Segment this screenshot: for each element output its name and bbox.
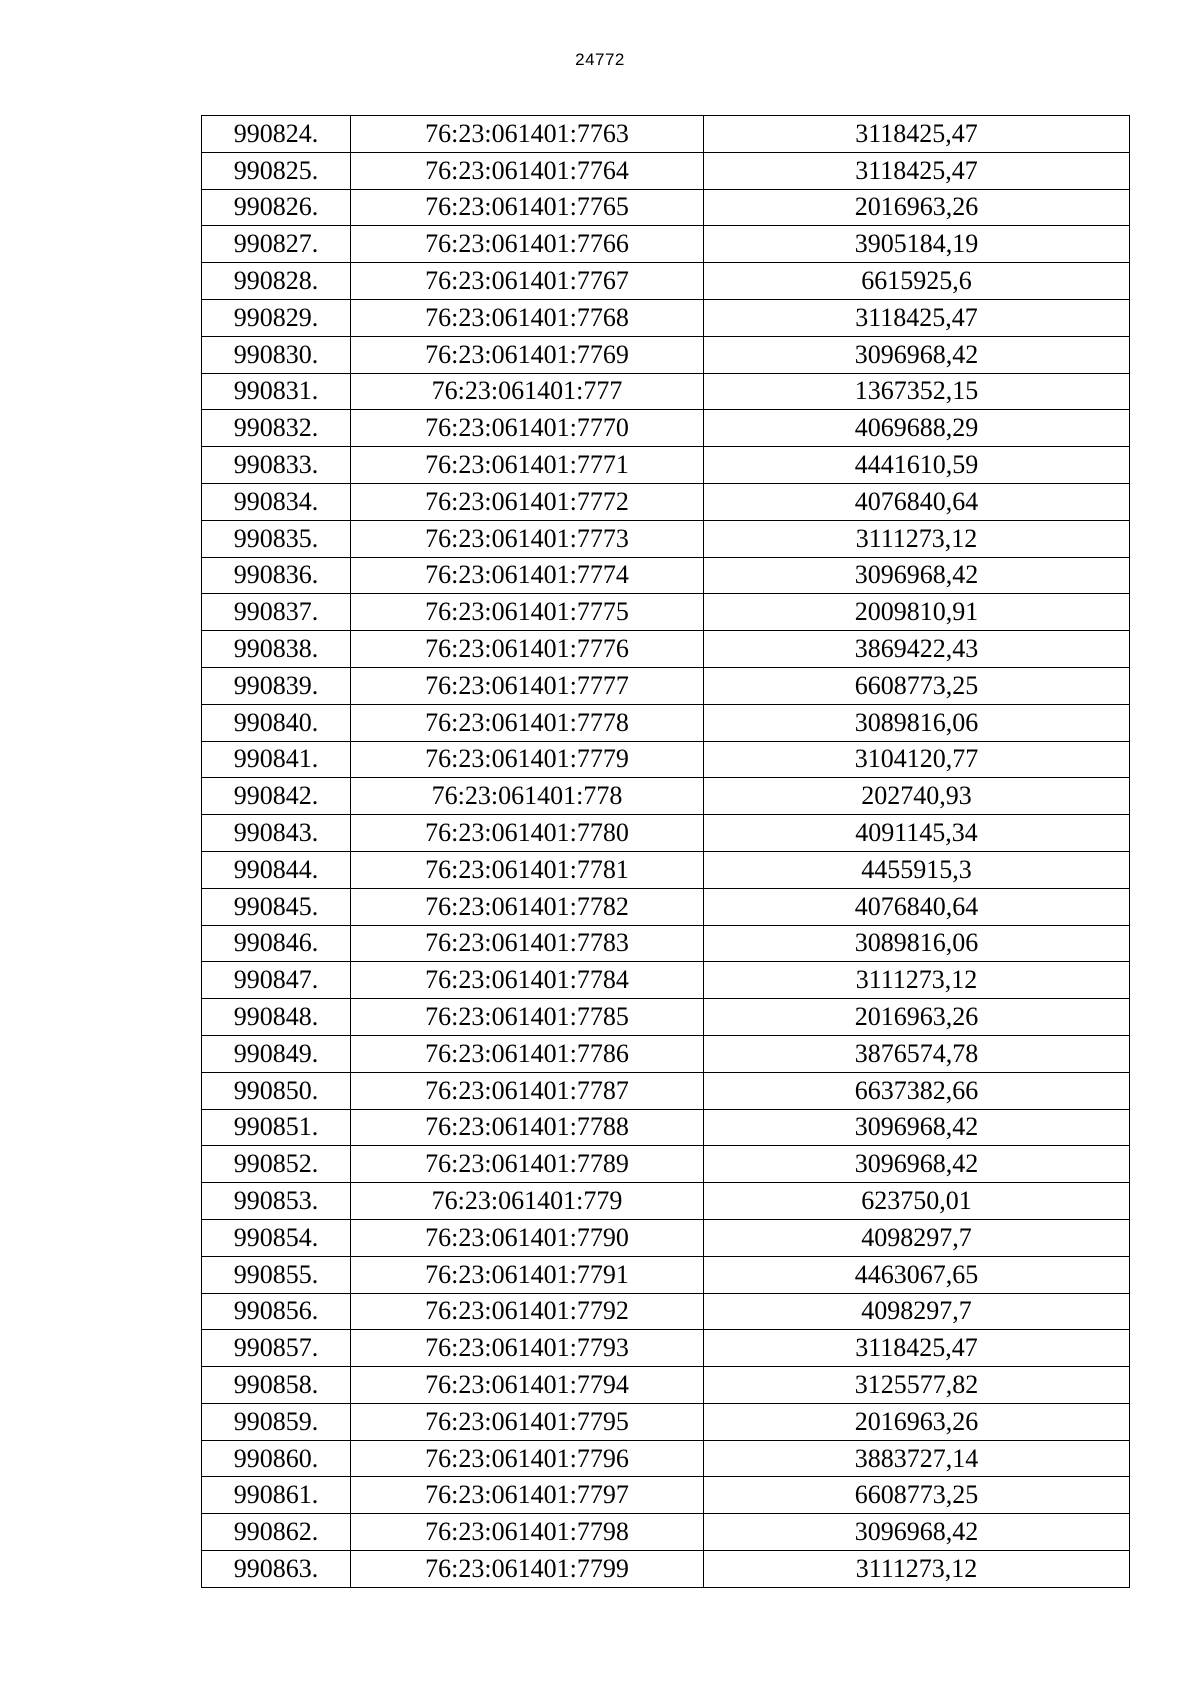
- cadastral-value-cell: 2009810,91: [704, 594, 1130, 631]
- cadastral-number-cell: 76:23:061401:7768: [351, 299, 704, 336]
- row-number-cell: 990861.: [202, 1477, 351, 1514]
- cadastral-value-cell: 3111273,12: [704, 962, 1130, 999]
- cadastral-number-cell: 76:23:061401:7771: [351, 447, 704, 484]
- cadastral-value-cell: 3869422,43: [704, 631, 1130, 668]
- cadastral-value-cell: 1367352,15: [704, 373, 1130, 410]
- cadastral-value-cell: 3089816,06: [704, 925, 1130, 962]
- table-row: [202, 1293, 1130, 1330]
- cadastral-number-cell: 76:23:061401:7778: [351, 704, 704, 741]
- cadastral-value-cell: 3125577,82: [704, 1367, 1130, 1404]
- cadastral-number-cell: 76:23:061401:7783: [351, 925, 704, 962]
- table-row: [202, 594, 1130, 631]
- table-row: [202, 704, 1130, 741]
- table-row: [202, 962, 1130, 999]
- table-row: [202, 263, 1130, 300]
- cadastral-value-cell: 3876574,78: [704, 1035, 1130, 1072]
- table-row: [202, 189, 1130, 226]
- cadastral-number-cell: 76:23:061401:7781: [351, 851, 704, 888]
- cadastral-number-cell: 76:23:061401:7782: [351, 888, 704, 925]
- cadastral-number-cell: 76:23:061401:7776: [351, 631, 704, 668]
- cadastral-number-cell: 76:23:061401:7777: [351, 667, 704, 704]
- table-row: [202, 631, 1130, 668]
- row-number-cell: 990841.: [202, 741, 351, 778]
- row-number-cell: 990836.: [202, 557, 351, 594]
- row-number-cell: 990860.: [202, 1440, 351, 1477]
- table-row: [202, 999, 1130, 1036]
- table-row: [202, 741, 1130, 778]
- cadastral-number-cell: 76:23:061401:7794: [351, 1367, 704, 1404]
- cadastral-number-cell: 76:23:061401:7763: [351, 116, 704, 153]
- cadastral-number-cell: 76:23:061401:778: [351, 778, 704, 815]
- row-number-cell: 990842.: [202, 778, 351, 815]
- cadastral-number-cell: 76:23:061401:7791: [351, 1256, 704, 1293]
- row-number-cell: 990854.: [202, 1219, 351, 1256]
- table-row: [202, 152, 1130, 189]
- cadastral-value-cell: 3096968,42: [704, 1109, 1130, 1146]
- table-row: [202, 888, 1130, 925]
- row-number-cell: 990852.: [202, 1146, 351, 1183]
- cadastral-value-cell: 4463067,65: [704, 1256, 1130, 1293]
- cadastral-number-cell: 76:23:061401:7785: [351, 999, 704, 1036]
- cadastral-value-table: [201, 115, 1130, 1588]
- row-number-cell: 990828.: [202, 263, 351, 300]
- cadastral-number-cell: 76:23:061401:7769: [351, 336, 704, 373]
- cadastral-value-cell: 4091145,34: [704, 815, 1130, 852]
- row-number-cell: 990829.: [202, 299, 351, 336]
- table-row: [202, 1551, 1130, 1588]
- table-row: [202, 1183, 1130, 1220]
- cadastral-value-cell: 3118425,47: [704, 1330, 1130, 1367]
- table-row: [202, 336, 1130, 373]
- cadastral-number-cell: 76:23:061401:7775: [351, 594, 704, 631]
- cadastral-number-cell: 76:23:061401:7787: [351, 1072, 704, 1109]
- row-number-cell: 990859.: [202, 1403, 351, 1440]
- table-row: [202, 1146, 1130, 1183]
- row-number-cell: 990848.: [202, 999, 351, 1036]
- row-number-cell: 990847.: [202, 962, 351, 999]
- table-row: [202, 410, 1130, 447]
- cadastral-number-cell: 76:23:061401:7773: [351, 520, 704, 557]
- table-row: [202, 1072, 1130, 1109]
- cadastral-value-cell: 3118425,47: [704, 299, 1130, 336]
- row-number-cell: 990855.: [202, 1256, 351, 1293]
- cadastral-number-cell: 76:23:061401:7792: [351, 1293, 704, 1330]
- cadastral-number-cell: 76:23:061401:7764: [351, 152, 704, 189]
- cadastral-value-cell: 6615925,6: [704, 263, 1130, 300]
- cadastral-number-cell: 76:23:061401:777: [351, 373, 704, 410]
- row-number-cell: 990839.: [202, 667, 351, 704]
- table-row: [202, 1219, 1130, 1256]
- table-row: [202, 520, 1130, 557]
- cadastral-value-cell: 3118425,47: [704, 152, 1130, 189]
- table-row: [202, 1256, 1130, 1293]
- row-number-cell: 990843.: [202, 815, 351, 852]
- cadastral-value-cell: 4098297,7: [704, 1219, 1130, 1256]
- cadastral-number-cell: 76:23:061401:7784: [351, 962, 704, 999]
- row-number-cell: 990824.: [202, 116, 351, 153]
- row-number-cell: 990858.: [202, 1367, 351, 1404]
- table-row: [202, 1514, 1130, 1551]
- cadastral-value-cell: 3096968,42: [704, 1514, 1130, 1551]
- row-number-cell: 990825.: [202, 152, 351, 189]
- row-number-cell: 990827.: [202, 226, 351, 263]
- cadastral-value-cell: 2016963,26: [704, 189, 1130, 226]
- cadastral-number-cell: 76:23:061401:7795: [351, 1403, 704, 1440]
- cadastral-value-cell: 202740,93: [704, 778, 1130, 815]
- cadastral-value-cell: 623750,01: [704, 1183, 1130, 1220]
- row-number-cell: 990835.: [202, 520, 351, 557]
- cadastral-value-cell: 3883727,14: [704, 1440, 1130, 1477]
- cadastral-value-cell: 3096968,42: [704, 336, 1130, 373]
- cadastral-number-cell: 76:23:061401:7774: [351, 557, 704, 594]
- row-number-cell: 990834.: [202, 483, 351, 520]
- cadastral-number-cell: 76:23:061401:7772: [351, 483, 704, 520]
- cadastral-number-cell: 76:23:061401:7788: [351, 1109, 704, 1146]
- table-row: [202, 226, 1130, 263]
- cadastral-value-cell: 4069688,29: [704, 410, 1130, 447]
- row-number-cell: 990849.: [202, 1035, 351, 1072]
- table-row: [202, 1440, 1130, 1477]
- table-row: [202, 925, 1130, 962]
- cadastral-value-cell: 3089816,06: [704, 704, 1130, 741]
- cadastral-value-cell: 4076840,64: [704, 483, 1130, 520]
- table-row: [202, 299, 1130, 336]
- cadastral-value-cell: 4076840,64: [704, 888, 1130, 925]
- table-body: [202, 116, 1130, 1588]
- cadastral-value-cell: 3905184,19: [704, 226, 1130, 263]
- table-row: [202, 373, 1130, 410]
- cadastral-number-cell: 76:23:061401:7790: [351, 1219, 704, 1256]
- table-row: [202, 815, 1130, 852]
- cadastral-value-cell: 6637382,66: [704, 1072, 1130, 1109]
- table-row: [202, 1035, 1130, 1072]
- row-number-cell: 990837.: [202, 594, 351, 631]
- table-row: [202, 667, 1130, 704]
- row-number-cell: 990851.: [202, 1109, 351, 1146]
- cadastral-number-cell: 76:23:061401:7766: [351, 226, 704, 263]
- row-number-cell: 990862.: [202, 1514, 351, 1551]
- table-row: [202, 1330, 1130, 1367]
- cadastral-number-cell: 76:23:061401:7796: [351, 1440, 704, 1477]
- row-number-cell: 990840.: [202, 704, 351, 741]
- row-number-cell: 990832.: [202, 410, 351, 447]
- cadastral-number-cell: 76:23:061401:7765: [351, 189, 704, 226]
- table-row: [202, 1367, 1130, 1404]
- row-number-cell: 990863.: [202, 1551, 351, 1588]
- table-row: [202, 1403, 1130, 1440]
- row-number-cell: 990845.: [202, 888, 351, 925]
- row-number-cell: 990844.: [202, 851, 351, 888]
- row-number-cell: 990831.: [202, 373, 351, 410]
- table-row: [202, 483, 1130, 520]
- row-number-cell: 990857.: [202, 1330, 351, 1367]
- table-row: [202, 1477, 1130, 1514]
- row-number-cell: 990830.: [202, 336, 351, 373]
- cadastral-number-cell: 76:23:061401:779: [351, 1183, 704, 1220]
- row-number-cell: 990838.: [202, 631, 351, 668]
- row-number-cell: 990856.: [202, 1293, 351, 1330]
- row-number-cell: 990853.: [202, 1183, 351, 1220]
- table-row: [202, 557, 1130, 594]
- cadastral-number-cell: 76:23:061401:7789: [351, 1146, 704, 1183]
- cadastral-number-cell: 76:23:061401:7767: [351, 263, 704, 300]
- row-number-cell: 990833.: [202, 447, 351, 484]
- table-row: [202, 1109, 1130, 1146]
- cadastral-value-cell: 4455915,3: [704, 851, 1130, 888]
- cadastral-number-cell: 76:23:061401:7786: [351, 1035, 704, 1072]
- row-number-cell: 990846.: [202, 925, 351, 962]
- cadastral-number-cell: 76:23:061401:7780: [351, 815, 704, 852]
- table-row: [202, 778, 1130, 815]
- cadastral-number-cell: 76:23:061401:7797: [351, 1477, 704, 1514]
- cadastral-value-cell: 4441610,59: [704, 447, 1130, 484]
- cadastral-number-cell: 76:23:061401:7793: [351, 1330, 704, 1367]
- cadastral-number-cell: 76:23:061401:7799: [351, 1551, 704, 1588]
- cadastral-value-cell: 6608773,25: [704, 667, 1130, 704]
- cadastral-number-cell: 76:23:061401:7798: [351, 1514, 704, 1551]
- cadastral-value-cell: 3096968,42: [704, 1146, 1130, 1183]
- table-row: [202, 116, 1130, 153]
- table-row: [202, 851, 1130, 888]
- cadastral-number-cell: 76:23:061401:7770: [351, 410, 704, 447]
- cadastral-number-cell: 76:23:061401:7779: [351, 741, 704, 778]
- row-number-cell: 990826.: [202, 189, 351, 226]
- cadastral-value-cell: 3111273,12: [704, 520, 1130, 557]
- cadastral-value-cell: 3111273,12: [704, 1551, 1130, 1588]
- cadastral-value-cell: 6608773,25: [704, 1477, 1130, 1514]
- page-number: 24772: [575, 50, 625, 69]
- table-row: [202, 447, 1130, 484]
- row-number-cell: 990850.: [202, 1072, 351, 1109]
- cadastral-value-cell: 3096968,42: [704, 557, 1130, 594]
- cadastral-value-cell: 3104120,77: [704, 741, 1130, 778]
- cadastral-value-cell: 2016963,26: [704, 1403, 1130, 1440]
- cadastral-value-cell: 4098297,7: [704, 1293, 1130, 1330]
- cadastral-value-cell: 2016963,26: [704, 999, 1130, 1036]
- cadastral-value-cell: 3118425,47: [704, 116, 1130, 153]
